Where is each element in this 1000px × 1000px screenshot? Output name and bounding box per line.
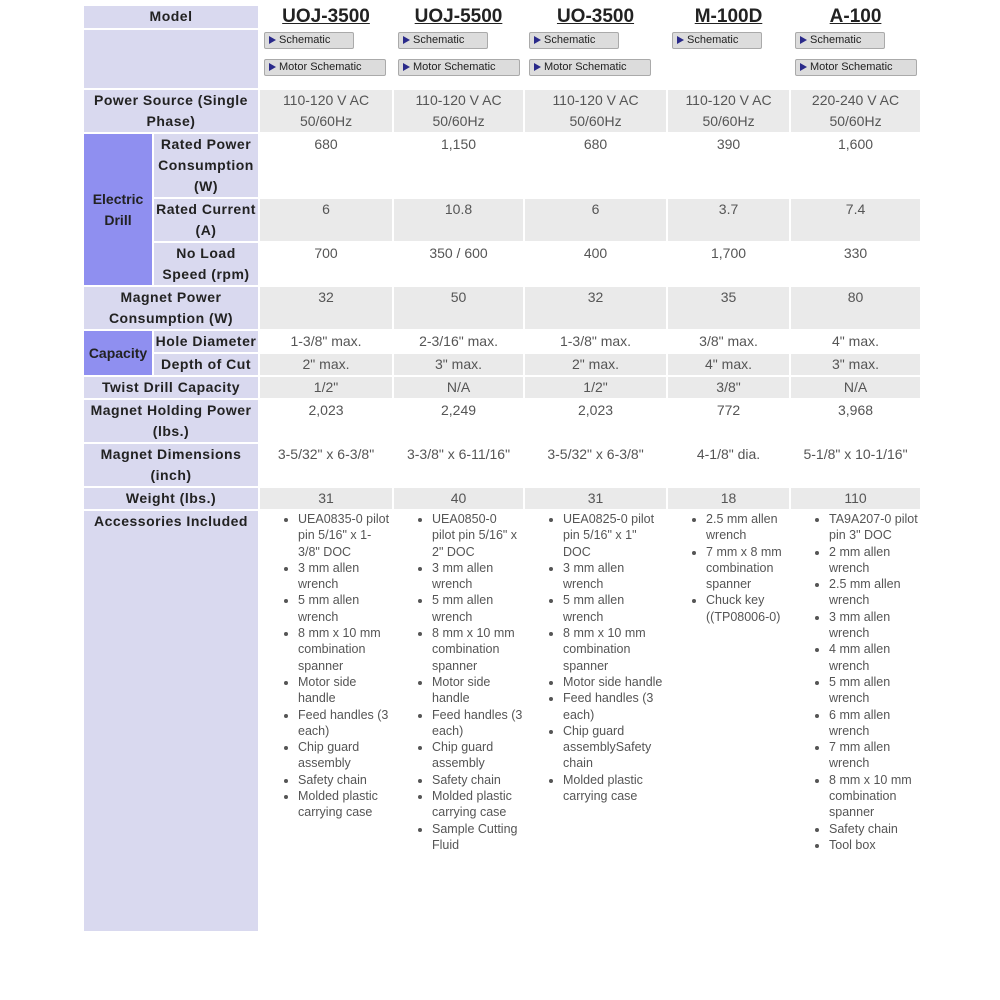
value-twist-drill: 1/2"	[260, 377, 392, 398]
label-rated-current: Rated Current (A)	[154, 199, 258, 241]
play-arrow-icon	[269, 63, 276, 71]
value-hole-diameter: 1-3/8" max.	[260, 331, 392, 352]
label-twist-drill: Twist Drill Capacity	[84, 377, 258, 398]
value-no-load-speed: 700	[260, 243, 392, 285]
accessory-item: • UEA0835-0 pilot pin 5/16" x 1-3/8" DOC	[298, 511, 392, 560]
power-voltage: 110-120 V AC	[415, 92, 502, 108]
label-power-source: Power Source (Single Phase)	[84, 90, 258, 132]
accessory-item: • 3 mm allen wrench	[298, 560, 392, 593]
accessories-list	[668, 511, 789, 625]
model-name: UO-3500	[525, 6, 666, 28]
value-magnet-dimensions: 3-5/32" x 6-3/8"	[260, 444, 392, 486]
motor-schematic-button[interactable]	[529, 59, 651, 76]
label-depth-of-cut: Depth of Cut	[154, 354, 258, 375]
row-rated-power	[84, 134, 920, 197]
motor-schematic-button[interactable]	[795, 59, 917, 76]
row-holding-power	[84, 400, 920, 442]
label-hole-diameter: Hole Diameter	[154, 331, 258, 352]
label-rated-power: Rated Power Consumption (W)	[154, 134, 258, 197]
spec-table	[82, 4, 922, 933]
accessory-item: • UEA0850-0 pilot pin 5/16" x 2" DOC	[432, 511, 523, 560]
row-power-source	[84, 90, 920, 132]
accessory-item: • 5 mm allen wrench	[829, 674, 920, 707]
schematic-button[interactable]	[529, 32, 619, 49]
accessory-item: • 3 mm allen wrench	[563, 560, 666, 593]
accessory-item: • 4 mm allen wrench	[829, 641, 920, 674]
value-no-load-speed: 400	[525, 243, 666, 285]
value-rated-current: 3.7	[668, 199, 789, 241]
power-voltage: 220-240 V AC	[811, 92, 900, 108]
play-arrow-icon	[269, 36, 276, 44]
value-weight: 31	[525, 488, 666, 509]
power-frequency: 50/60Hz	[432, 113, 485, 129]
motor-schematic-button-label: Motor Schematic	[544, 61, 627, 73]
value-power-source	[668, 90, 789, 132]
group-capacity: Capacity	[84, 331, 152, 375]
schematic-button[interactable]	[672, 32, 762, 49]
schematic-button-label: Schematic	[413, 34, 465, 46]
accessory-item: • Chip guard assembly	[298, 739, 392, 772]
accessory-item: • 2 mm allen wrench	[829, 544, 920, 577]
value-rated-current: 6	[525, 199, 666, 241]
accessory-item: • 5 mm allen wrench	[298, 592, 392, 625]
accessory-item: • 7 mm allen wrench	[829, 739, 920, 772]
row-model	[84, 6, 920, 28]
accessory-item: • 8 mm x 10 mm combination spanner	[432, 625, 523, 674]
value-depth-of-cut: 3" max.	[394, 354, 523, 375]
accessory-item: • Tool box	[829, 837, 920, 853]
value-depth-of-cut: 2" max.	[525, 354, 666, 375]
row-no-load-speed	[84, 243, 920, 285]
value-holding-power: 772	[668, 400, 789, 442]
accessory-item: • Motor side handle	[563, 674, 666, 690]
value-depth-of-cut: 2" max.	[260, 354, 392, 375]
value-weight: 18	[668, 488, 789, 509]
accessory-item: • Feed handles (3 each)	[432, 707, 523, 740]
schematic-buttons	[791, 30, 920, 88]
schematic-button[interactable]	[398, 32, 488, 49]
accessories-list-cell	[791, 511, 920, 931]
accessory-item: • 8 mm x 10 mm combination spanner	[298, 625, 392, 674]
accessory-item: • Sample Cutting Fluid	[432, 821, 523, 854]
accessory-item: • Feed handles (3 each)	[298, 707, 392, 740]
model-name: M-100D	[668, 6, 789, 28]
accessories-list-cell	[260, 511, 392, 931]
accessories-list-cell	[668, 511, 789, 931]
value-rated-power: 1,150	[394, 134, 523, 197]
schematic-buttons	[525, 30, 666, 88]
row-accessories	[84, 511, 920, 931]
play-arrow-icon	[800, 63, 807, 71]
accessories-list	[525, 511, 666, 804]
accessory-item: • 5 mm allen wrench	[563, 592, 666, 625]
play-arrow-icon	[403, 63, 410, 71]
play-arrow-icon	[677, 36, 684, 44]
accessory-item: • 2.5 mm allen wrench	[829, 576, 920, 609]
label-magnet-dimensions: Magnet Dimensions (inch)	[84, 444, 258, 486]
value-rated-current: 7.4	[791, 199, 920, 241]
motor-schematic-button-label: Motor Schematic	[413, 61, 496, 73]
play-arrow-icon	[534, 63, 541, 71]
row-magnet-dimensions	[84, 444, 920, 486]
schematic-buttons	[394, 30, 523, 88]
value-depth-of-cut: 3" max.	[791, 354, 920, 375]
value-power-source	[260, 90, 392, 132]
accessories-list	[260, 511, 392, 821]
accessory-item: • 3 mm allen wrench	[829, 609, 920, 642]
value-twist-drill: 3/8"	[668, 377, 789, 398]
schematic-button-label: Schematic	[279, 34, 331, 46]
accessory-item: • Motor side handle	[298, 674, 392, 707]
accessory-item: • Chip guard assemblySafety chain	[563, 723, 666, 772]
model-name: A-100	[791, 6, 920, 28]
accessory-item: • 8 mm x 10 mm combination spanner	[829, 772, 920, 821]
row-weight	[84, 488, 920, 509]
accessory-item: • 8 mm x 10 mm combination spanner	[563, 625, 666, 674]
accessory-item: • Safety chain	[829, 821, 920, 837]
accessory-item: • Safety chain	[298, 772, 392, 788]
accessories-list	[791, 511, 920, 853]
accessory-item: • 2.5 mm allen wrench	[706, 511, 789, 544]
power-frequency: 50/60Hz	[702, 113, 755, 129]
play-arrow-icon	[800, 36, 807, 44]
power-voltage: 110-120 V AC	[685, 92, 772, 108]
accessory-item: • Molded plastic carrying case	[432, 788, 523, 821]
power-voltage: 110-120 V AC	[552, 92, 639, 108]
value-hole-diameter: 4" max.	[791, 331, 920, 352]
row-hole-diameter	[84, 331, 920, 352]
value-magnet-power: 80	[791, 287, 920, 329]
value-holding-power: 3,968	[791, 400, 920, 442]
accessories-list-cell	[525, 511, 666, 931]
value-rated-power: 390	[668, 134, 789, 197]
accessory-item: • Molded plastic carrying case	[298, 788, 392, 821]
label-holding-power: Magnet Holding Power (lbs.)	[84, 400, 258, 442]
schematic-buttons	[260, 30, 392, 88]
value-rated-current: 6	[260, 199, 392, 241]
label-weight: Weight (lbs.)	[84, 488, 258, 509]
value-no-load-speed: 330	[791, 243, 920, 285]
accessory-item: • Motor side handle	[432, 674, 523, 707]
motor-schematic-button-label: Motor Schematic	[279, 61, 362, 73]
value-power-source	[791, 90, 920, 132]
accessory-item: • TA9A207-0 pilot pin 3" DOC	[829, 511, 920, 544]
accessories-list	[394, 511, 523, 853]
value-weight: 31	[260, 488, 392, 509]
value-magnet-power: 32	[260, 287, 392, 329]
value-magnet-power: 32	[525, 287, 666, 329]
accessory-item: • Chip guard assembly	[432, 739, 523, 772]
value-magnet-dimensions: 3-3/8" x 6-11/16"	[394, 444, 523, 486]
value-magnet-dimensions: 4-1/8" dia.	[668, 444, 789, 486]
label-no-load-speed: No Load Speed (rpm)	[154, 243, 258, 285]
schematic-buttons	[668, 30, 789, 88]
label-magnet-power: Magnet Power Consumption (W)	[84, 287, 258, 329]
value-rated-current: 10.8	[394, 199, 523, 241]
value-power-source	[525, 90, 666, 132]
power-frequency: 50/60Hz	[569, 113, 622, 129]
value-holding-power: 2,023	[260, 400, 392, 442]
value-twist-drill: N/A	[791, 377, 920, 398]
accessory-item: • 5 mm allen wrench	[432, 592, 523, 625]
value-holding-power: 2,023	[525, 400, 666, 442]
motor-schematic-button-label: Motor Schematic	[810, 61, 893, 73]
motor-schematic-button[interactable]	[398, 59, 520, 76]
row-rated-current	[84, 199, 920, 241]
play-arrow-icon	[534, 36, 541, 44]
value-magnet-dimensions: 3-5/32" x 6-3/8"	[525, 444, 666, 486]
accessory-item: • 7 mm x 8 mm combination spanner	[706, 544, 789, 593]
value-hole-diameter: 2-3/16" max.	[394, 331, 523, 352]
schematic-button-label: Schematic	[810, 34, 862, 46]
value-hole-diameter: 3/8" max.	[668, 331, 789, 352]
label-accessories: Accessories Included	[84, 511, 258, 931]
row-magnet-power	[84, 287, 920, 329]
schematic-button-label: Schematic	[544, 34, 596, 46]
group-electric-drill: Electric Drill	[84, 134, 152, 285]
value-magnet-power: 35	[668, 287, 789, 329]
accessory-item: • Chuck key ((TP08006-0)	[706, 592, 789, 625]
accessory-item: • 6 mm allen wrench	[829, 707, 920, 740]
row-depth-of-cut	[84, 354, 920, 375]
model-name: UOJ-3500	[260, 6, 392, 28]
motor-schematic-button[interactable]	[264, 59, 386, 76]
accessory-item: • Molded plastic carrying case	[563, 772, 666, 805]
power-frequency: 50/60Hz	[829, 113, 882, 129]
value-weight: 40	[394, 488, 523, 509]
value-twist-drill: N/A	[394, 377, 523, 398]
value-no-load-speed: 1,700	[668, 243, 789, 285]
value-magnet-power: 50	[394, 287, 523, 329]
value-rated-power: 680	[525, 134, 666, 197]
value-weight: 110	[791, 488, 920, 509]
row-schematics	[84, 30, 920, 88]
value-magnet-dimensions: 5-1/8" x 10-1/16"	[791, 444, 920, 486]
value-power-source	[394, 90, 523, 132]
value-holding-power: 2,249	[394, 400, 523, 442]
schematic-button[interactable]	[264, 32, 354, 49]
value-rated-power: 1,600	[791, 134, 920, 197]
label-blank	[84, 30, 258, 88]
accessories-list-cell	[394, 511, 523, 931]
schematic-button-label: Schematic	[687, 34, 739, 46]
label-model: Model	[84, 6, 258, 28]
model-name: UOJ-5500	[394, 6, 523, 28]
value-twist-drill: 1/2"	[525, 377, 666, 398]
power-frequency: 50/60Hz	[299, 113, 353, 129]
value-no-load-speed: 350 / 600	[394, 243, 523, 285]
accessory-item: • 3 mm allen wrench	[432, 560, 523, 593]
value-hole-diameter: 1-3/8" max.	[525, 331, 666, 352]
accessory-item: • UEA0825-0 pilot pin 5/16" x 1" DOC	[563, 511, 666, 560]
accessory-item: • Feed handles (3 each)	[563, 690, 666, 723]
value-depth-of-cut: 4" max.	[668, 354, 789, 375]
schematic-button[interactable]	[795, 32, 885, 49]
row-twist-drill	[84, 377, 920, 398]
accessory-item: • Safety chain	[432, 772, 523, 788]
power-voltage: 110-120 V AC	[282, 92, 370, 108]
value-rated-power: 680	[260, 134, 392, 197]
play-arrow-icon	[403, 36, 410, 44]
